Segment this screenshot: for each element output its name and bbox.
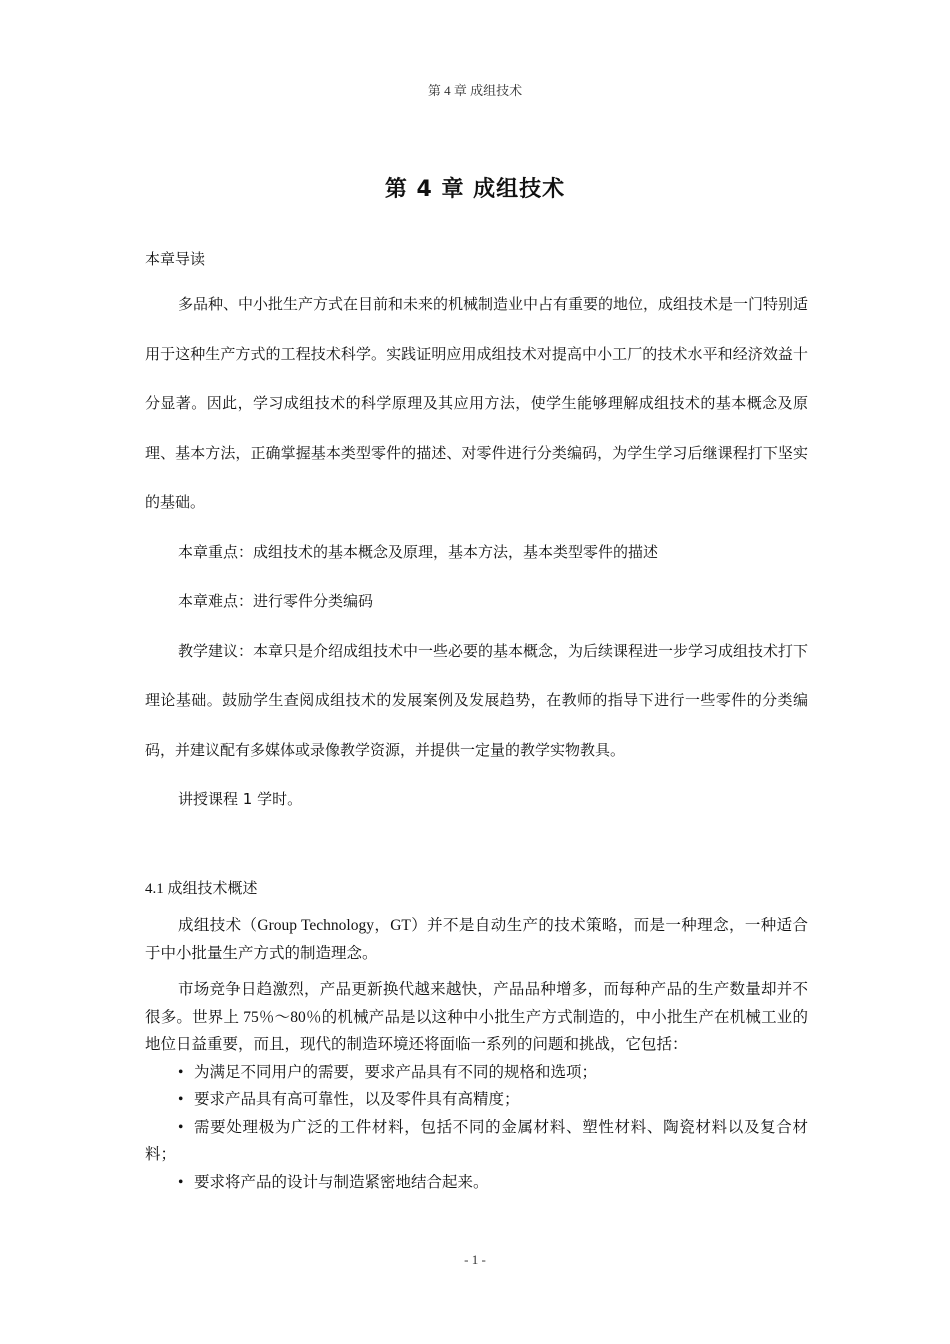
running-header: 第 4 章 成组技术 <box>427 83 523 98</box>
chapter-guide-label: 本章导读 <box>145 252 206 268</box>
difficulties-paragraph: 本章难点：进行零件分类编码 <box>178 592 374 610</box>
lecture-hours-paragraph: 讲授课程 1 学时。 <box>178 790 303 808</box>
page-number: - 1 - <box>464 1252 486 1267</box>
list-item-text: 要求将产品的设计与制造紧密地结合起来。 <box>194 1173 489 1191</box>
list-item <box>145 1114 808 1169</box>
teaching-suggestions-paragraph: 教学建议：本章只是介绍成组技术中一些必要的基本概念，为后续课程进一步学习成组技术打下理论基础。鼓励学生查阅成组技术的发展案例及发展趋势，在教师的指导下进行一些零件的分类编码，并建议配有多媒体或录像教学资源，并提供一定量的教学实物教具。 <box>145 641 809 759</box>
list-item-text: 需要处理极为广泛的工件材料，包括不同的金属材料、塑性材料、陶瓷材料以及复合材料； <box>145 1118 808 1163</box>
list-item <box>145 1169 808 1197</box>
bullet-icon: • <box>178 1118 184 1136</box>
bullet-icon: • <box>178 1091 184 1108</box>
challenge-list <box>145 1059 808 1197</box>
guide-intro-paragraph: 多品种、中小批生产方式在目前和未来的机械制造业中占有重要的地位，成组技术是一门特别适用于这种生产方式的工程技术科学。实践证明应用成组技术对提高中小工厂的技术水平和经济效益十分显著。因此，学习成组技术的科学原理及其应用方法，使学生能够理解成组技术的基本概念及原理、基本方法，正确掌握基本类型零件的描述、对零件进行分类编码，为学生学习后继课程打下坚实的基础。 <box>145 295 809 511</box>
chapter-title: 第 4 章 成组技术 <box>384 177 566 202</box>
section-heading: 4.1 成组技术概述 <box>145 881 258 897</box>
chapter-guide <box>145 280 808 825</box>
list-item-text: 要求产品具有高可靠性，以及零件具有高精度； <box>194 1091 520 1108</box>
section-body <box>145 912 808 1196</box>
key-points-paragraph: 本章重点：成组技术的基本概念及原理，基本方法，基本类型零件的描述 <box>178 542 659 561</box>
list-item <box>145 1086 808 1114</box>
list-item-text: 为满足不同用户的需要，要求产品具有不同的规格和选项； <box>194 1063 598 1081</box>
body-paragraph: 市场竞争日趋激烈，产品更新换代越来越快，产品品种增多，而每种产品的生产数量却并不很多。世界上 75％～80％的机械产品是以这种中小批生产方式制造的，中小批生产在机械工业的地位日益重要，而且，现代的制造环境还将面临一系列的问题和挑战，它包括： <box>145 981 808 1053</box>
body-paragraph: 成组技术（Group Technology，GT）并不是自动生产的技术策略，而是一种理念，一种适合于中小批量生产方式的制造理念。 <box>145 917 808 962</box>
list-item <box>145 1059 808 1087</box>
bullet-icon: • <box>178 1173 184 1191</box>
bullet-icon: • <box>178 1063 184 1081</box>
